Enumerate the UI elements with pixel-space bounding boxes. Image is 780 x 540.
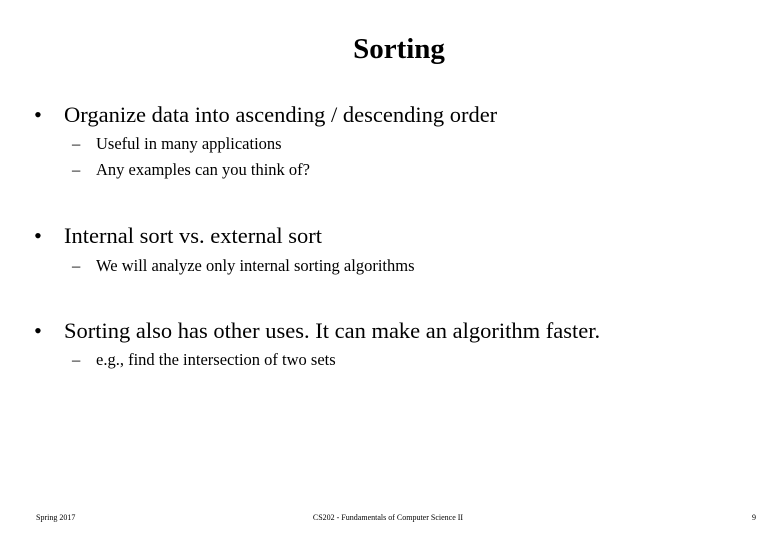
footer-course: CS202 - Fundamentals of Computer Science II (312, 513, 464, 522)
bullet-marker: • (34, 102, 42, 127)
sub-bullet-text: We will analyze only internal sorting algorithms (96, 256, 415, 275)
footer-page-number: 9 (752, 513, 756, 522)
bullet-text: Internal sort vs. external sort (64, 223, 323, 248)
bullet-item (34, 317, 600, 345)
sub-bullet-marker: – (72, 256, 81, 275)
sub-bullet-text: Any examples can you think of? (96, 160, 310, 179)
bullet-marker: • (34, 223, 42, 248)
sub-bullet-item (72, 255, 415, 277)
sub-bullet-marker: – (72, 350, 81, 369)
sub-bullet-text: Useful in many applications (96, 134, 282, 153)
footer-date: Spring 2017 (36, 513, 76, 522)
sub-bullet-text: e.g., find the intersection of two sets (96, 350, 336, 369)
slide-title: Sorting (353, 33, 445, 65)
bullet-marker: • (34, 318, 42, 343)
bullet-text: Organize data into ascending / descending order (64, 102, 498, 127)
sub-bullet-item (72, 133, 282, 155)
sub-bullet-item (72, 349, 336, 371)
bullet-text: Sorting also has other uses. It can make an algorithm faster. (64, 318, 601, 343)
sub-bullet-item (72, 159, 310, 181)
sub-bullet-marker: – (72, 160, 81, 179)
bullet-item (34, 222, 322, 250)
bullet-item (34, 101, 497, 129)
sub-bullet-marker: – (72, 134, 81, 153)
